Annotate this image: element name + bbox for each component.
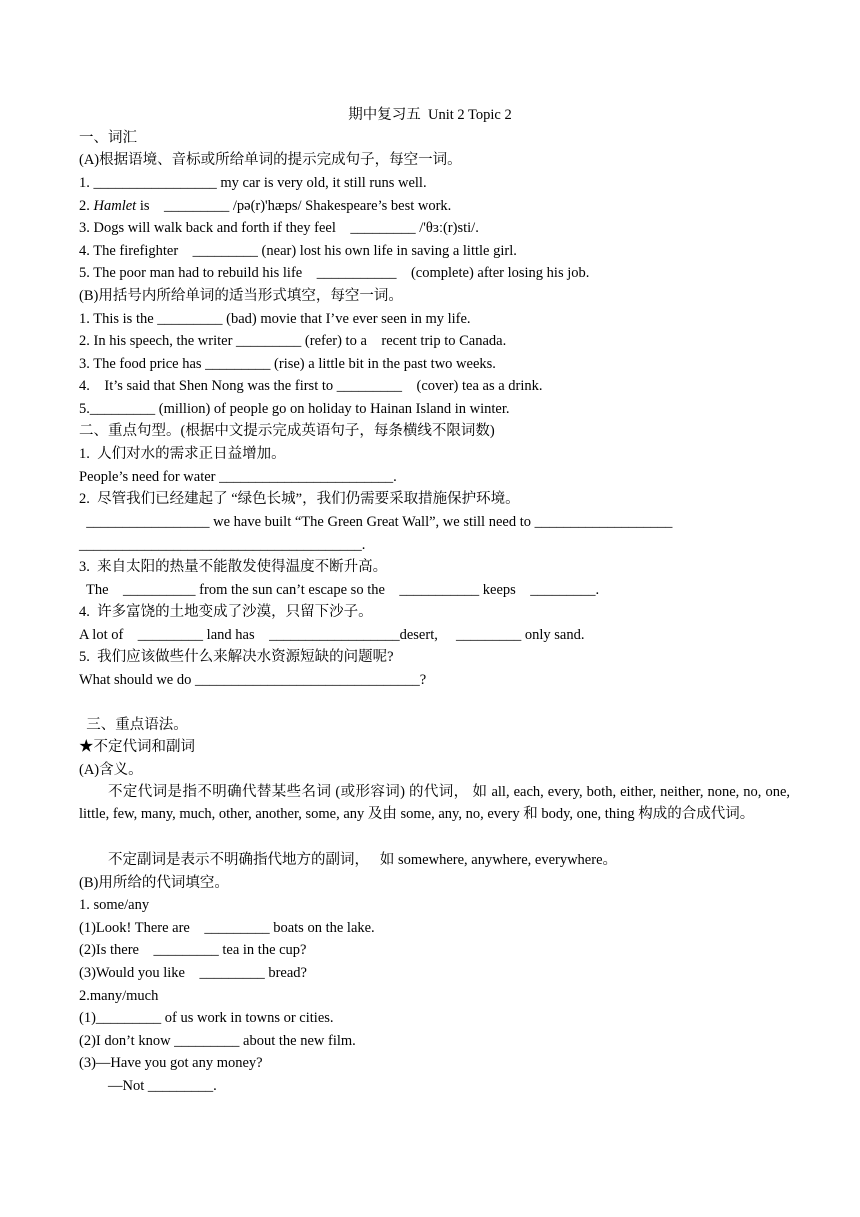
- section-heading: 三、重点语法。: [79, 717, 188, 733]
- exercise-item: The __________ from the sun can’t escape so the ___________ keeps _________.: [79, 582, 600, 598]
- exercise-item: A lot of _________ land has __________________desert, _________ only sand.: [79, 627, 585, 643]
- instruction: (B)用括号内所给单词的适当形式填空，每空一词。: [79, 288, 403, 304]
- exercise-group-label: 2.many/much: [79, 988, 159, 1004]
- exercise-item: What should we do _______________________________?: [79, 672, 427, 688]
- exercise-item: 4. The firefighter _________ (near) lost his own life in saving a little girl.: [79, 243, 517, 259]
- subsection-label: (B)用所给的代词填空。: [79, 875, 229, 891]
- exercise-item: (1)Look! There are _________ boats on the lake.: [79, 920, 375, 936]
- grammar-paragraph: 不定副词是表示不明确指代地方的副词， 如 somewhere, anywhere, everywhere。: [108, 852, 618, 868]
- exercise-item: 3. Dogs will walk back and forth if they feel _________ /'θɜː(r)sti/.: [79, 220, 479, 236]
- italic-title: Hamlet: [93, 198, 137, 214]
- section-heading: 二、重点句型。(根据中文提示完成英语句子，每条横线不限词数): [79, 423, 495, 439]
- chinese-prompt: 2. 尽管我们已经建起了 “绿色长城”，我们仍需要采取措施保护环境。: [79, 491, 520, 507]
- exercise-item: 4. It’s said that Shen Nong was the first to _________ (cover) tea as a drink.: [79, 378, 543, 394]
- exercise-item: _________________ we have built “The Green Great Wall”, we still need to ___________________: [79, 514, 673, 530]
- exercise-item: 5. The poor man had to rebuild his life ___________ (complete) after losing his job.: [79, 265, 590, 281]
- exercise-item: 3. The food price has _________ (rise) a little bit in the past two weeks.: [79, 356, 496, 372]
- exercise-item: [79, 195, 790, 217]
- chinese-prompt: 5. 我们应该做些什么来解决水资源短缺的问题呢?: [79, 649, 394, 665]
- item-text: is _________ /pə(r)'hæps/ Shakespeare’s best work.: [136, 198, 452, 214]
- chinese-prompt: 1. 人们对水的需求正日益增加。: [79, 446, 286, 462]
- exercise-item: _______________________________________.: [79, 537, 366, 553]
- exercise-item: (2)I don’t know _________ about the new film.: [79, 1033, 356, 1049]
- exercise-item: People’s need for water ________________________.: [79, 469, 397, 485]
- section-heading: 一、词汇: [79, 130, 137, 146]
- subsection-label: (A)含义。: [79, 762, 143, 778]
- exercise-item: (2)Is there _________ tea in the cup?: [79, 942, 307, 958]
- grammar-paragraph: 不定代词是指不明确代替某些名词 (或形容词) 的代词， 如 all, each, every, both, either, neither, none, no, one, little, few, many, much, other, another, some, any 及由 some, any, no, every 和 body, one, thing 构成的合成代词。: [79, 784, 790, 822]
- exercise-item: (3)Would you like _________ bread?: [79, 965, 307, 981]
- exercise-group-label: 1. some/any: [79, 897, 150, 913]
- exercise-item: 5._________ (million) of people go on holiday to Hainan Island in winter.: [79, 401, 510, 417]
- chinese-prompt: 3. 来自太阳的热量不能散发使得温度不断升高。: [79, 559, 388, 575]
- exercise-item: (1)_________ of us work in towns or cities.: [79, 1010, 334, 1026]
- instruction: (A)根据语境、音标或所给单词的提示完成句子，每空一词。: [79, 152, 462, 168]
- exercise-item: —Not _________.: [79, 1078, 217, 1094]
- exercise-item: 1. This is the _________ (bad) movie that I’ve ever seen in my life.: [79, 311, 471, 327]
- chinese-prompt: 4. 许多富饶的土地变成了沙漠，只留下沙子。: [79, 604, 373, 620]
- item-number: 2.: [79, 198, 94, 214]
- exercise-item: (3)—Have you got any money?: [79, 1055, 263, 1071]
- exercise-item: 2. In his speech, the writer _________ (refer) to a recent trip to Canada.: [79, 333, 507, 349]
- page-title: 期中复习五 Unit 2 Topic 2: [348, 107, 512, 123]
- exercise-item: 1. _________________ my car is very old, it still runs well.: [79, 175, 427, 191]
- topic-heading: ★不定代词和副词: [79, 739, 195, 755]
